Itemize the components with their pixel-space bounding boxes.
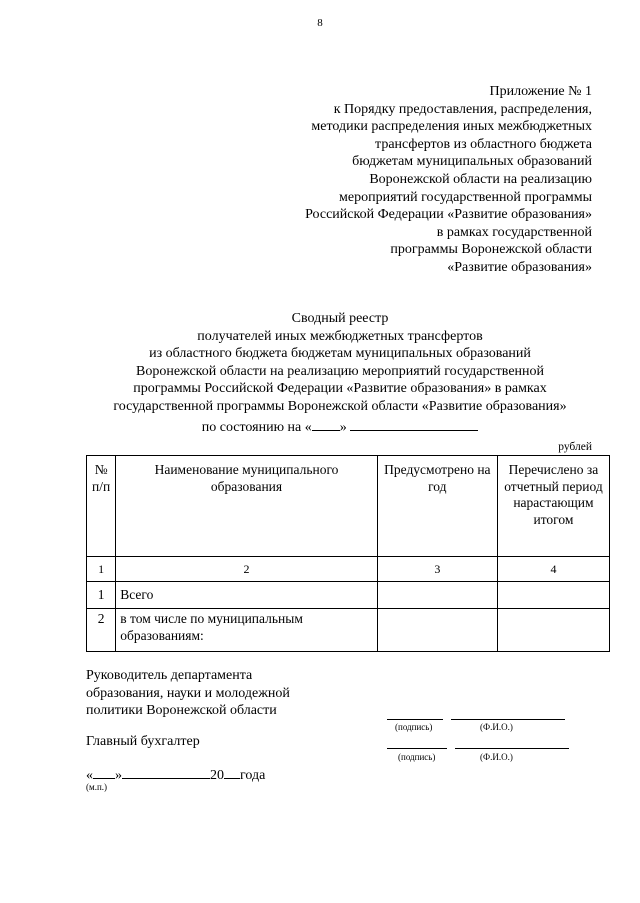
appendix-line: трансфертов из областного бюджета xyxy=(375,136,592,152)
title-line: Сводный реестр xyxy=(291,311,389,326)
chief-accountant-title: Главный бухгалтер xyxy=(86,734,200,749)
column-number: 1 xyxy=(87,557,116,582)
accountant-signature-caption: (подпись) xyxy=(398,752,436,762)
row-paid[interactable] xyxy=(497,582,609,609)
title-line: Воронежской области на реализацию мероприятий государственной xyxy=(135,363,545,379)
signing-date-line xyxy=(86,764,265,784)
header-name: Наименование муниципального образования xyxy=(116,456,378,557)
stamp-place-label: (м.п.) xyxy=(86,782,108,792)
column-number: 2 xyxy=(116,557,378,582)
header-num: № п/п xyxy=(87,456,116,557)
sign-day-blank[interactable] xyxy=(93,764,115,779)
appendix-line: программы Воронежской области xyxy=(390,242,592,258)
header-plan: Предусмотрено на год xyxy=(377,456,497,557)
head-line: политики Воронежской области xyxy=(86,703,277,719)
registry-table xyxy=(86,455,610,652)
status-date-line xyxy=(0,416,640,437)
appendix-line: бюджетам муниципальных образований xyxy=(352,154,592,170)
accountant-signature-line[interactable] xyxy=(387,748,447,749)
head-signature-caption: (подпись) xyxy=(395,722,433,732)
units-label: рублей xyxy=(558,441,592,453)
head-name-caption: (Ф.И.О.) xyxy=(480,722,513,732)
row-paid[interactable] xyxy=(497,609,609,652)
document-title xyxy=(0,310,640,436)
month-year-blank[interactable] xyxy=(350,416,478,431)
title-line: государственной программы Воронежской области «Развитие образования» xyxy=(113,398,567,414)
appendix-line: методики распределения иных межбюджетных xyxy=(311,119,592,135)
appendix-line: Воронежской области на реализацию xyxy=(369,171,592,187)
head-line: образования, науки и молодежной xyxy=(86,685,290,701)
sign-year-blank[interactable] xyxy=(224,764,240,779)
appendix-line: мероприятий государственной программы xyxy=(339,189,592,205)
column-number-row xyxy=(87,557,610,582)
status-date-prefix: по состоянию на « xyxy=(201,419,312,435)
row-name: в том числе по муниципальным образованиям: xyxy=(116,609,378,652)
sign-month-blank[interactable] xyxy=(122,764,210,779)
title-line: программы Российской Федерации «Развитие образования» в рамках xyxy=(133,381,547,397)
title-line: из областного бюджета бюджетам муниципальных образований xyxy=(149,346,531,362)
row-num: 2 xyxy=(87,609,116,652)
department-head-title xyxy=(86,667,290,720)
appendix-line: Российской Федерации «Развитие образования» xyxy=(305,207,592,223)
appendix-heading xyxy=(212,83,592,277)
table-row xyxy=(87,582,610,609)
table-header-row xyxy=(87,456,610,557)
head-signature-line[interactable] xyxy=(387,719,443,720)
head-name-line[interactable] xyxy=(451,719,565,720)
appendix-line: «Развитие образования» xyxy=(447,259,592,275)
date-close-quote: » xyxy=(115,768,122,783)
column-number: 4 xyxy=(497,557,609,582)
status-date-mid: » xyxy=(339,419,347,435)
column-number: 3 xyxy=(377,557,497,582)
page-number: 8 xyxy=(317,17,323,29)
year-suffix: года xyxy=(240,768,266,783)
appendix-line: к Порядку предоставления, распределения, xyxy=(333,101,592,117)
appendix-line: Приложение № 1 xyxy=(489,84,592,99)
year-prefix: 20 xyxy=(210,768,224,783)
date-open-quote: « xyxy=(86,768,93,783)
row-num: 1 xyxy=(87,582,116,609)
day-blank[interactable] xyxy=(312,416,340,431)
row-plan[interactable] xyxy=(377,582,497,609)
head-line: Руководитель департамента xyxy=(86,668,253,683)
header-paid: Перечислено за отчетный период нарастающим итогом xyxy=(497,456,609,557)
accountant-name-caption: (Ф.И.О.) xyxy=(480,752,513,762)
row-plan[interactable] xyxy=(377,609,497,652)
row-name: Всего xyxy=(116,582,378,609)
title-line: получателей иных межбюджетных трансфертов xyxy=(197,328,483,344)
appendix-line: в рамках государственной xyxy=(436,224,592,240)
accountant-name-line[interactable] xyxy=(455,748,569,749)
table-row xyxy=(87,609,610,652)
